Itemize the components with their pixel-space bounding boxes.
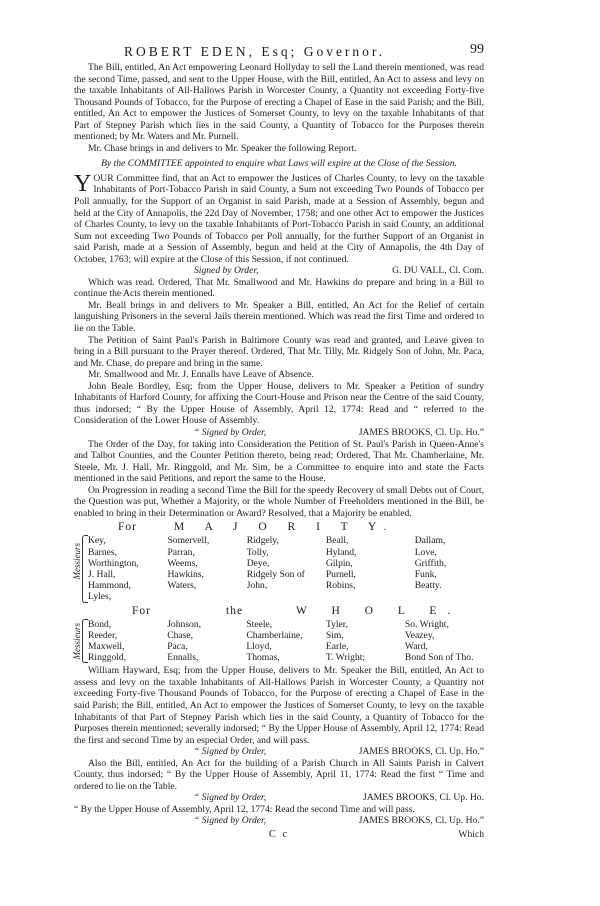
member-name [247,591,326,602]
member-name: Chamberlaine, [246,629,303,641]
name-row [88,547,484,558]
signed-by-order: “ Signed by Order, [194,815,267,827]
header-title: ROBERT EDEN, Esq; Governor. [124,44,386,59]
member-name: Deye, [246,557,270,569]
paragraph-ordered-smallwood: Which was read. Ordered, That Mr. Smallwood and Mr. Hawkins do prepare and bring in a Bill to continue the Acts therein mentioned. [74,276,484,300]
clerk-signature: JAMES BROOKS, Cl. Up. Ho.” [358,426,484,438]
whole-names [74,619,484,664]
member-name: Key, [88,535,106,547]
member-name: T. Wright; [325,652,366,664]
paragraph-calvert-church: Also the Bill, entitled, An Act for the building of a Parish Church in All Saints Parish in Calvert County, thus indorsed; “ By the Upper House of Assembly, April 11, 1774: Read the first “ Time and ordered to lie on the Table. [74,757,484,792]
whole-table [88,619,484,664]
member-name: Chase, [167,629,194,641]
majority-names [74,535,484,602]
journal-page [74,40,484,870]
member-name [415,591,484,602]
catchword: Which [458,829,484,841]
name-row [88,591,484,602]
signature-mark: C c [268,829,290,841]
member-name: J. Hall, [88,568,116,580]
paragraph-st-pauls-petition: The Petition of Saint Paul's Parish in Baltimore County was read and granted, and Leave given to bring in a Bill pursuant to the Prayer thereof. Ordered, That Mr. Tilly, Mr. Ridgely Son of John, Mr. Paca, and Mr. Chase, do prepare and bring in the same. [74,334,484,369]
member-name: Waters, [167,580,197,592]
member-name: Hyland, [325,546,357,558]
vote-majority [74,521,484,602]
running-header [74,40,484,62]
vote-whole-heading: W H O L E. [296,604,462,617]
clerk-signature: G. DU VALL, Cl. Com. [392,265,484,277]
member-name: Dallam, [414,535,446,547]
member-name: Hawkins, [167,568,204,580]
committee-report-text: OUR Committee find, that an Act to empower the Justices of Charles County, to levy on the taxable Inhabitants of Port-Tobacco Parish in said County, a Sum not exceeding Two Pounds of Tobacco per Poll annually, for the Support of an Organist in said Parish, made at a Session of Assembly, begun and held at the City of Annapolis, the 22d Day of November, 1758; and one other Act to empower the Justices of Charles County, to levy on the taxable Inhabitants of Port-Tobacco Parish in said County, an additional Sum not exceeding Two Pounds of Tobacco per Poll annually, for the further Support of an Organist in said Parish, made at a Session of Assembly, begun and held at the City of Annapolis, the 4th Day of October, 1763; will expire at the Close of this Session, if not continued. [74,172,484,265]
vote-heading [74,605,484,619]
paragraph-committee-report [74,170,484,265]
messieurs-label: Messieurs [72,622,82,660]
paragraph-small-debts: On Progression in reading a second Time the Bill for the speedy Recovery of small Debts out of Court, the Question was put, Whether a Majority, or the whole Number of Freeholders mentioned in the Bill, be enabled to bring in their Determination or Award? Resolved, that a Majority be enabled. [74,484,484,519]
member-name: Ennalls, [167,652,199,664]
member-name: Hammond, [88,580,131,592]
member-name: Worthington, [88,557,139,569]
signature-line-brooks-4 [74,815,484,827]
clerk-signature: JAMES BROOKS, Cl. Up. Ho.” [358,746,484,758]
vote-the-label: the [226,604,244,617]
member-name: Funk, [414,568,437,580]
name-row [88,630,484,641]
member-name: Bond Son of Tho. [404,652,474,664]
vote-for-label: For [132,604,151,617]
member-name: Veazey, [404,629,435,641]
signature-line-duvall [74,265,484,277]
member-name: Robins, [325,580,356,592]
committee-heading: By the COMMITTEE appointed to enquire what Laws will expire at the Close of the Session. [101,158,457,170]
member-name: Griffith, [414,557,447,569]
paragraph-chase-report: Mr. Chase brings in and delivers to Mr. Speaker the following Report. [88,142,357,154]
vote-whole [74,605,484,664]
signed-by-order: “ Signed by Order, [194,792,267,804]
member-name: Beatty. [414,580,442,592]
paragraph-beall-bill: Mr. Beall brings in and delivers to Mr. Speaker a Bill, entitled, An Act for the Relief of certain languishing Prisoners in the several Jails therein mentioned. Which was read the first Time and ordered to lie on the Table. [74,299,484,335]
brace [82,535,88,602]
member-name: Love, [414,546,437,558]
member-name: Purnell, [325,568,356,580]
member-name: Ridgely, [246,535,279,547]
member-name: Beall, [325,535,349,547]
drop-cap: Y [74,170,92,197]
member-name [167,591,246,602]
member-name: Sim, [325,629,344,641]
signed-by-order: “ Signed by Order, [194,426,267,438]
member-name: Tyler, [325,618,348,630]
name-row [88,558,484,569]
signature-line-brooks-2 [74,746,484,758]
member-name: Steele, [246,618,273,630]
name-row [88,580,484,591]
member-name: Reeder, [88,629,118,641]
member-name: Parran, [167,546,195,558]
member-name: Somervell, [167,535,210,547]
clerk-signature: JAMES BROOKS, Cl. Up. Ho. [362,792,484,804]
member-name: Weems, [167,557,198,569]
paragraph-bordley-petition: John Beale Bordley, Esq; from the Upper House, delivers to Mr. Speaker a Petition of sundry Inhabitants of Harford County, for affixing the Court-House and Prison near the Centre of the said County, thus indorsed; “ By the Upper House of Assembly, April 12, 1774: Read and “ referred to the Consideration of the Lower House of Assembly. [74,380,484,427]
name-row [88,652,484,663]
paragraph-order-of-day: The Order of the Day, for taking into Consideration the Petition of St. Paul's Parish in Queen-Anne's and Talbot Counties, and the Counter Petition thereto, being read; Ordered, That Mr. Chamberlaine, Mr. Steele, Mr. J. Hall, Mr. Ringgold, and Mr. Sim, be a Committee to enquire into and state the Facts mentioned in the said Petitions, and report the same to the House. [74,438,484,485]
signature-line-brooks-1 [74,427,484,439]
member-name: John, [246,580,268,592]
paragraph-bill-holliday: The Bill, entitled, An Act empowering Leonard Hollyday to sell the Land therein mentioned, was read the second Time, passed, and sent to the Upper House, with the Bill, entitled, An Act to assess and levy on the taxable Inhabitants of All-Hallows Parish in Worcester County, a Quantity not exceeding Forty-five Thousand Pounds of Tobacco, for the Purpose of erecting a Chapel of Ease in the said Parish; and the Bill, entitled, An Act to empower the Justices of Somerset County, to levy on the taxable Inhabitants of that Part of Stepney Parish which lies in the said County, a Quantity of Tobacco for the Purposes therein mentioned; by Mr. Waters and Mr. Purnell. [74,62,484,143]
name-row [88,619,484,630]
member-name: Johnson, [167,618,202,630]
member-name: Tolly, [246,546,269,558]
page-footer [74,829,484,841]
name-row [88,641,484,652]
paragraph-second-reading: “ By the Upper House of Assembly, April 12, 1774: Read the second Time and will pass. [74,803,415,815]
member-name: Maxwell, [88,640,125,652]
member-name: Gilpin, [325,557,353,569]
member-name: So. Wright, [404,618,449,630]
member-name: Lyles, [88,591,112,603]
page-number: 99 [470,42,484,57]
member-name: Barnes, [88,546,118,558]
member-name: Earle, [325,640,349,652]
signature-line-brooks-3 [74,792,484,804]
name-row [88,569,484,580]
name-row [88,535,484,546]
clerk-signature: JAMES BROOKS, Cl. Up. Ho.” [358,815,484,827]
paragraph-hayward-bills: William Hayward, Esq; from the Upper House, delivers to Mr. Speaker the Bill, entitled, An Act to assess and levy on the taxable Inhabitants of All-Hallows Parish in Worcester County, a Quantity not exceeding Forty-five Thousand Pounds of Tobacco, for the Purpose of erecting a Chapel of Ease in the said Parish; the Bill, entitled, An Act to empower the Justices of Somerset County, to levy on the taxable Inhabitants of that Part of Stepney Parish which lies in the said County, a Quantity of Tobacco for the Purposes therein mentioned; severally indorsed; “ By the Upper House of Assembly, April 12, 1774: Read the first and second Time by an especial Order, and will pass. [74,665,484,746]
vote-majority-heading: M A J O R I T Y. [174,521,396,534]
signed-by-order: “ Signed by Order, [194,746,267,758]
member-name: Thomas, [246,652,280,664]
brace [82,619,88,664]
member-name: Ringgold, [88,652,127,664]
member-name: Paca, [167,640,188,652]
signed-by-order: Signed by Order, [194,265,259,277]
member-name: Bond, [88,618,112,630]
member-name: Lloyd, [246,640,272,652]
vote-heading [74,521,484,535]
paragraph-leave-of-absence: Mr. Smallwood and Mr. J. Ennalls have Leave of Absence. [88,369,314,381]
member-name: Ridgely Son of [246,568,305,580]
member-name [326,591,415,602]
majority-table [88,535,484,602]
messieurs-label: Messieurs [72,543,82,580]
member-name: Ward, [404,640,428,652]
vote-for-label: For [118,521,137,534]
